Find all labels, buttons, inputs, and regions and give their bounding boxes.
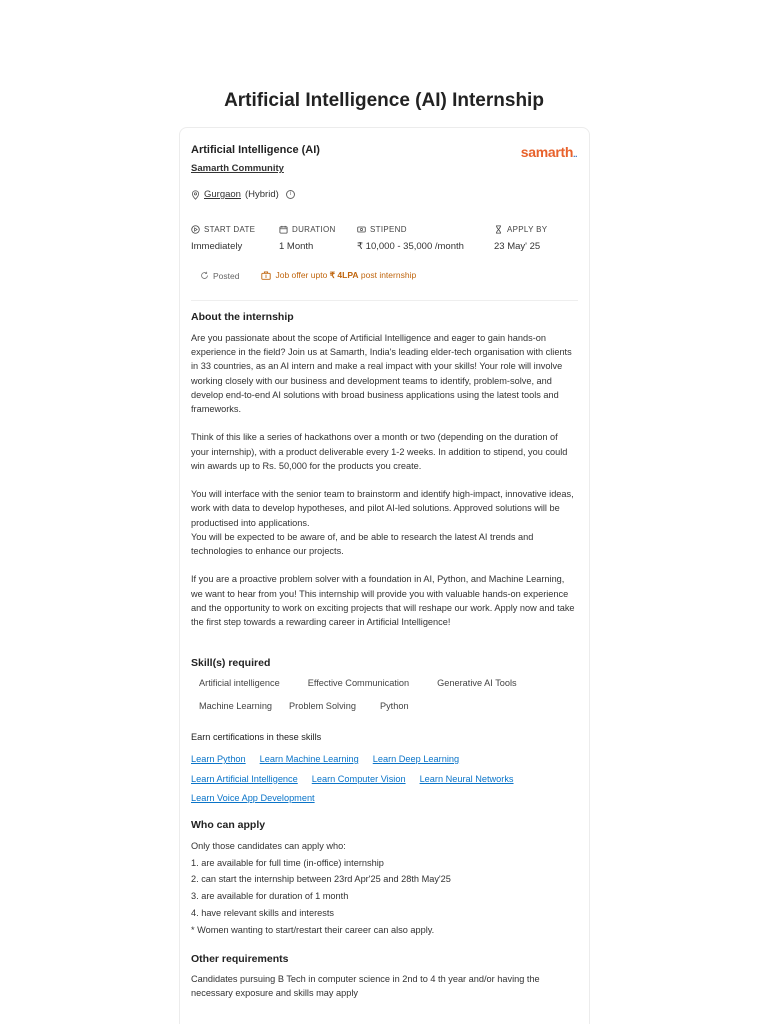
who-intro: Only those candidates can apply who:: [191, 841, 346, 851]
about-paragraph: Think of this like a series of hackathons over a month or two (depending on the duration of your internship), with a product deliverable every 1-2 weeks. In addition to stipend, you could win awards up to Rs. 50,000 for the products you create.: [191, 432, 568, 471]
location-mode: (Hybrid): [244, 189, 279, 200]
money-icon: [357, 225, 366, 234]
play-circle-icon: [191, 225, 200, 234]
internship-card: [179, 127, 590, 1024]
other-requirements-text: Candidates pursuing B Tech in computer science in 2nd to 4 th year and/or having the necessary exposure and skills may apply: [191, 974, 540, 999]
calendar-icon: [279, 225, 288, 234]
stipend-label: STIPEND: [370, 225, 407, 234]
other-requirements-heading: Other requirements: [191, 953, 289, 965]
briefcase-icon: [261, 271, 271, 280]
refresh-icon: [200, 271, 209, 280]
duration-label: DURATION: [292, 225, 336, 234]
location-city-link[interactable]: Gurgaon: [204, 189, 241, 200]
who-item: 4. have relevant skills and interests: [191, 907, 334, 918]
posted-row: [191, 270, 578, 281]
company-logo: [521, 144, 577, 160]
cert-link-python[interactable]: Learn Python: [191, 754, 246, 764]
logo-text-main: samarth: [520, 144, 574, 160]
who-can-apply-heading: Who can apply: [191, 819, 266, 831]
duration-value: 1 Month: [279, 241, 314, 252]
start-date-value: Immediately: [191, 241, 243, 252]
stat-duration: [279, 225, 336, 252]
page-title: Artificial Intelligence (AI) Internship: [224, 90, 544, 111]
start-date-label: START DATE: [204, 225, 256, 234]
stipend-value: ₹ 10,000 - 35,000 /month: [357, 241, 464, 252]
about-paragraph: You will be expected to be aware of, and be able to research the latest AI trends and technologies to enhance our projects.: [191, 531, 534, 557]
cert-link-machine-learning[interactable]: Learn Machine Learning: [259, 754, 359, 764]
skill-tag: Generative AI Tools: [437, 678, 517, 688]
offer-amount: ₹ 4LPA: [329, 270, 359, 280]
certifications-list: [191, 750, 578, 809]
who-item: * Women wanting to start/restart their career can also apply.: [191, 924, 435, 935]
skill-tag: Problem Solving: [289, 700, 356, 711]
logo-text-tail: ..: [573, 150, 577, 159]
skill-tag: Effective Communication: [307, 678, 410, 688]
cert-link-computer-vision[interactable]: Learn Computer Vision: [311, 773, 406, 784]
about-paragraph: Are you passionate about the scope of Artificial Intelligence and eager to gain hands-on experience in the field? Join us at Samarth, India's leading elder-tech organisation with clients in 33 countries, as an AI intern and make a real impact with your skills! Your role will involve working closely with our business and development teams to identify, problem-solve, and develop end-to-end AI solutions with broad business applications using the latest tools and frameworks.: [191, 333, 572, 415]
hourglass-icon: [494, 225, 503, 234]
location-pin-icon: [191, 190, 200, 200]
offer-suffix: post internship: [358, 270, 417, 280]
about-heading: About the internship: [191, 311, 294, 323]
about-paragraph: If you are a proactive problem solver with a foundation in AI, Python, and Machine Learning, we want to hear from you! This internship will provide you with valuable hands-on experience and the opportunity to work on exciting projects that will reshape our work. Apply now and take the first step towards a rewarding career in Artificial Intelligence!: [191, 574, 575, 628]
who-can-apply-list: [191, 838, 578, 938]
who-item: 3. are available for duration of 1 month: [191, 891, 349, 902]
info-icon[interactable]: i: [286, 190, 295, 199]
cert-link-deep-learning[interactable]: Learn Deep Learning: [372, 754, 460, 764]
skills-list: [191, 673, 578, 718]
job-offer-badge: [261, 270, 416, 281]
job-title: Artificial Intelligence (AI): [191, 144, 320, 156]
skill-tag: Python: [379, 700, 409, 711]
stat-stipend: [357, 225, 464, 252]
cert-link-neural-networks[interactable]: Learn Neural Networks: [419, 773, 514, 784]
who-item: 1. are available for full time (in-office) internship: [191, 857, 384, 868]
certifications-heading: Earn certifications in these skills: [191, 732, 322, 742]
cert-link-artificial-intelligence[interactable]: Learn Artificial Intelligence: [191, 773, 298, 784]
stat-apply-by: [494, 225, 547, 252]
posted-status: [200, 271, 239, 281]
skill-tag: Artificial intelligence: [199, 678, 280, 688]
about-paragraph: You will interface with the senior team to brainstorm and identify high-impact, innovative ideas, work with data to develop hypotheses, and pilot AI-led solutions. Approved solutions will be productised into applications.: [191, 489, 574, 528]
posted-label: Posted: [213, 270, 240, 281]
company-link[interactable]: Samarth Community: [191, 163, 284, 174]
stat-start-date: [191, 225, 255, 252]
offer-prefix: Job offer upto: [275, 270, 330, 280]
location: [191, 189, 578, 200]
who-item: 2. can start the internship between 23rd Apr'25 and 28th May'25: [191, 874, 451, 885]
apply-by-label: APPLY BY: [507, 225, 548, 234]
about-text: [191, 331, 578, 629]
skills-heading: Skill(s) required: [191, 657, 271, 669]
cert-link-voice-app-development[interactable]: Learn Voice App Development: [191, 793, 315, 803]
divider: [191, 300, 578, 301]
skill-tag: Machine Learning: [199, 700, 273, 711]
apply-by-value: 23 May' 25: [494, 241, 541, 252]
